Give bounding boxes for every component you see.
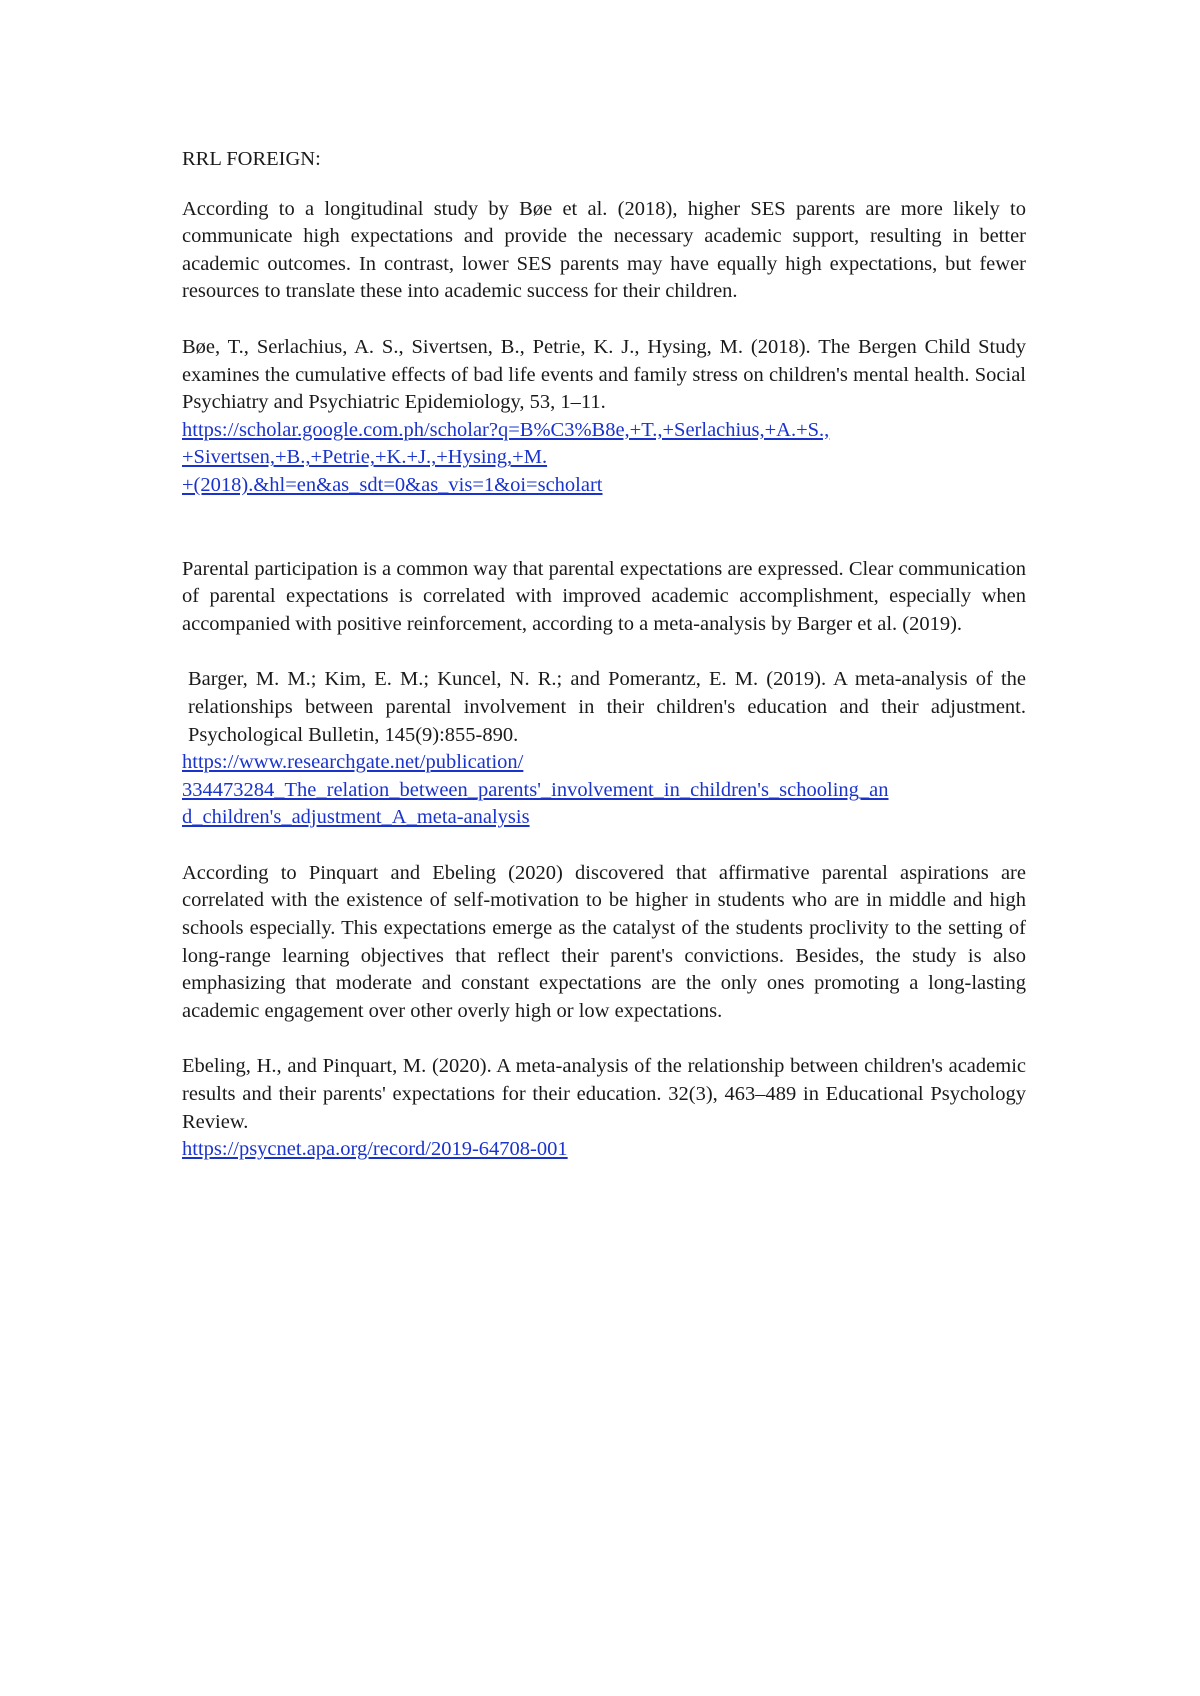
spacer — [182, 832, 1026, 860]
document-page — [182, 146, 1026, 1164]
section-2-link-line-1[interactable]: https://www.researchgate.net/publication/ — [182, 751, 524, 774]
page-heading: RRL FOREIGN: — [182, 148, 321, 170]
section-1-link-line-1[interactable]: https://scholar.google.com.ph/scholar?q=B%C3%B8e,+T.,+Serlachius,+A.+S., — [182, 418, 830, 441]
spacer — [182, 500, 1026, 556]
section-2-link-line-2[interactable]: 334473284_The_relation_between_parents'_involvement_in_children's_schooling_an — [182, 778, 889, 801]
section-3-reference: Ebeling, H., and Pinquart, M. (2020). A meta-analysis of the relationship between children's academic results and their parents' expectations for their education. 32(3), 463–489 in Educational Psychology Review. — [182, 1055, 1026, 1133]
section-2-paragraph: Parental participation is a common way that parental expectations are expressed. Clear communication of parental expectations is correlated with improved academic accomplishment, especially when accompanied with positive reinforcement, according to a meta-analysis by Barger et al. (2019). — [182, 557, 1026, 635]
section-1-link[interactable] — [182, 417, 1026, 500]
section-2-reference: Barger, M. M.; Kim, E. M.; Kuncel, N. R.; and Pomerantz, E. M. (2019). A meta-analysis of the relationships between parental involvement in their children's education and their adjustment. Psychological Bulletin, 145(9):855-890. — [188, 668, 1026, 746]
section-1-link-line-2[interactable]: +Sivertsen,+B.,+Petrie,+K.+J.,+Hysing,+M. — [182, 446, 548, 469]
section-2-link-line-3[interactable]: d_children's_adjustment_A_meta-analysis — [182, 806, 530, 829]
section-3-paragraph: According to Pinquart and Ebeling (2020) discovered that affirmative parental aspirations are correlated with the existence of self-motivation to be higher in students who are in middle and high schools especially. This expectations emerge as the catalyst of the students proclivity to the setting of long-range learning objectives that reflect their parent's convictions. Besides, the study is also emphasizing that moderate and constant expectations are the only ones promoting a long-lasting academic engagement over other overly high or low expectations. — [182, 861, 1026, 1022]
section-1-link-line-3[interactable]: +(2018).&hl=en&as_sdt=0&as_vis=1&oi=scholart — [182, 473, 603, 496]
section-3-link-line-1[interactable]: https://psycnet.apa.org/record/2019-64708-001 — [182, 1138, 568, 1161]
section-2-link[interactable] — [182, 749, 1026, 832]
section-1-reference: Bøe, T., Serlachius, A. S., Sivertsen, B., Petrie, K. J., Hysing, M. (2018). The Bergen Child Study examines the cumulative effects of bad life events and family stress on children's mental health. Social Psychiatry and Psychiatric Epidemiology, 53, 1–11. — [182, 335, 1026, 414]
section-3-link[interactable] — [182, 1136, 1026, 1164]
section-1-paragraph: According to a longitudinal study by Bøe et al. (2018), higher SES parents are more likely to communicate high expectations and provide the necessary academic support, resulting in better academic outcomes. In contrast, lower SES parents may have equally high expectations, but fewer resources to translate these into academic success for their children. — [182, 197, 1026, 303]
